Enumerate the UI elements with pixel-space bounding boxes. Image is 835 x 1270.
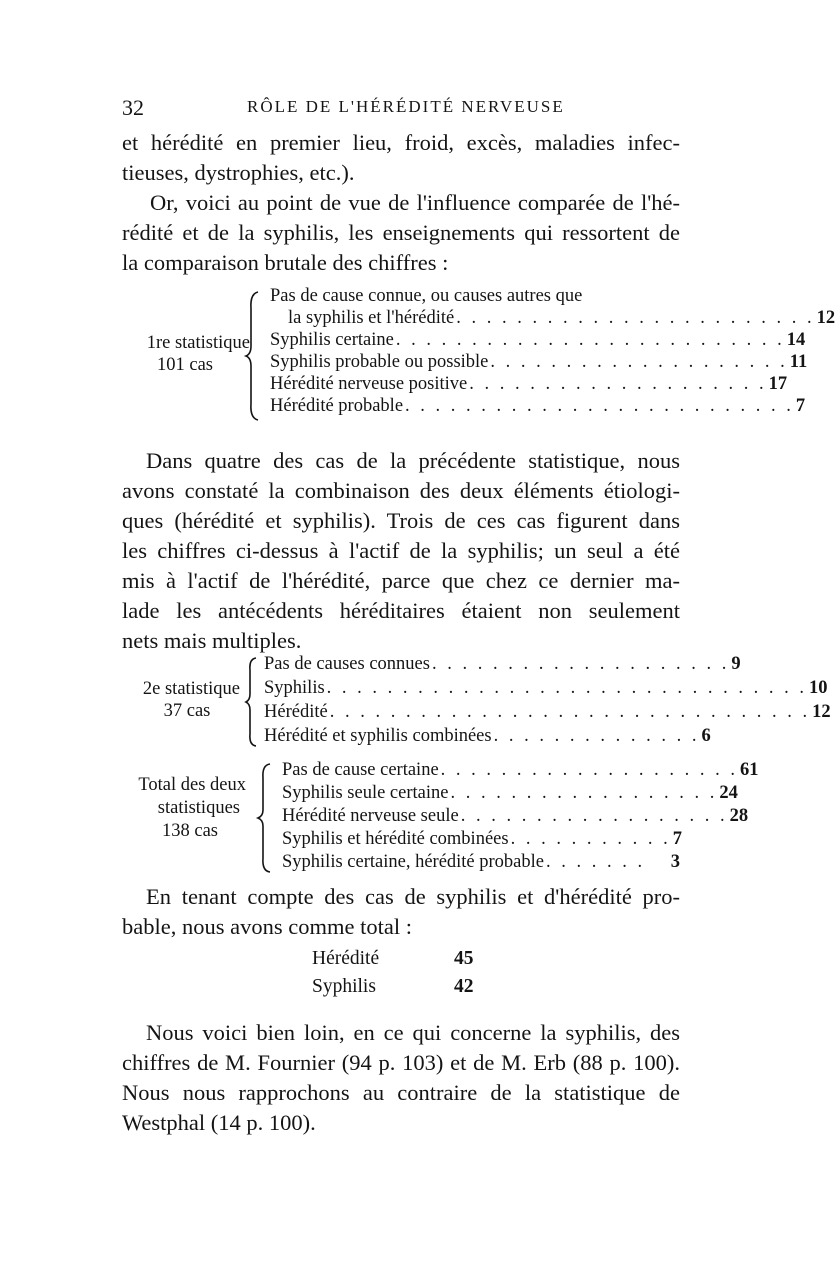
text-line: les chiffres ci-dessus à l'actif de la syphilis; un seul a été xyxy=(122,538,680,563)
statistic-1-count: 101 cas xyxy=(157,355,213,375)
stat-row-label: Pas de causes connues xyxy=(264,654,430,674)
statistic-1-label xyxy=(100,332,250,376)
text-line: Nous nous rapprochons au contraire de la statistique de xyxy=(122,1080,680,1105)
stat-row-value: 17 xyxy=(768,374,788,394)
stat-row: Syphilis seule certaine . . . . . . . . . . . . . . . . . . 24 xyxy=(282,783,738,803)
stat-row xyxy=(270,286,680,308)
brace-icon xyxy=(244,656,262,748)
intro-paragraph xyxy=(122,128,680,278)
statistic-total-title: Total des deux xyxy=(138,775,246,795)
total-row xyxy=(312,948,474,974)
stat-row-label: Hérédité nerveuse seule xyxy=(282,806,459,826)
stat-row-value: 3 xyxy=(670,852,680,872)
statistic-total-label xyxy=(104,774,246,843)
stat-row-value: 9 xyxy=(731,654,741,674)
stat-row: Hérédité probable . . . . . . . . . . . . . . . . . . . . . . . . . . 7 xyxy=(270,396,806,416)
statistic-total-subtitle: statistiques xyxy=(157,798,240,818)
totals-list xyxy=(312,948,512,1004)
statistic-1-rows xyxy=(270,286,835,426)
stat-row-value: 12 xyxy=(812,702,831,722)
statistic-1-title: 1re statistique xyxy=(146,333,250,353)
text-line: Nous voici bien loin, en ce qui concerne la syphilis, des xyxy=(146,1020,680,1045)
stat-row-label: la syphilis et l'hérédité xyxy=(288,308,455,328)
brace-icon xyxy=(244,290,266,422)
stat-row-value: 7 xyxy=(795,396,806,416)
statistic-2 xyxy=(0,654,831,750)
stat-row-label: Hérédité nerveuse positive xyxy=(270,374,468,394)
total-row xyxy=(312,976,474,1002)
total-row-label: Hérédité xyxy=(312,948,380,969)
text-line: En tenant compte des cas de syphilis et d'hérédité pro- xyxy=(146,884,680,909)
stat-row-value: 11 xyxy=(789,352,808,372)
text-line: mis à l'actif de l'hérédité, parce que chez ce dernier ma- xyxy=(122,568,680,593)
closing-paragraph-1 xyxy=(122,882,680,942)
stat-row-label: Pas de cause certaine xyxy=(282,760,439,780)
statistic-1 xyxy=(0,286,835,426)
stat-row-label: Syphilis certaine xyxy=(270,330,394,350)
total-row-value: 42 xyxy=(454,976,474,997)
stat-row-value: 28 xyxy=(729,806,749,826)
page-number: 32 xyxy=(122,95,144,120)
stat-row-label: Syphilis certaine, hérédité probable xyxy=(282,852,544,872)
stat-row: Syphilis certaine . . . . . . . . . . . . . . . . . . . . . . . . . . 14 xyxy=(270,330,806,350)
stat-row: la syphilis et l'hérédité . . . . . . . . . . . . . . . . . . . . . . . . 12 xyxy=(288,308,835,328)
stat-row-value: 12 xyxy=(816,308,835,328)
stat-row: Hérédité et syphilis combinées . . . . . . . . . . . . . . 6 xyxy=(264,726,711,746)
stat-row: Syphilis certaine, hérédité probable . . . . . . . 3 xyxy=(282,852,680,872)
text-line: chiffres de M. Fournier (94 p. 103) et de M. Erb (88 p. 100). xyxy=(122,1050,680,1075)
text-line: nets mais multiples. xyxy=(122,628,302,653)
page-header xyxy=(122,95,682,125)
total-row-label: Syphilis xyxy=(312,976,376,997)
stat-row-label: Syphilis probable ou possible xyxy=(270,352,489,372)
text-line: la comparaison brutale des chiffres : xyxy=(122,250,449,275)
statistic-total-rows xyxy=(282,760,759,876)
stat-row: Syphilis et hérédité combinées . . . . . . . . . . . 7 xyxy=(282,829,682,849)
stat-row-label: Syphilis et hérédité combinées xyxy=(282,829,509,849)
text-line: et hérédité en premier lieu, froid, excès, maladies infec- xyxy=(122,130,680,155)
statistic-2-label xyxy=(100,678,240,722)
statistic-2-count: 37 cas xyxy=(163,701,211,721)
statistic-2-rows xyxy=(264,654,831,750)
brace-icon xyxy=(256,762,276,874)
stat-row-label: Syphilis seule certaine xyxy=(282,783,449,803)
stat-row: Pas de causes connues . . . . . . . . . . . . . . . . . . . . 9 xyxy=(264,654,741,674)
text-line: Or, voici au point de vue de l'influence comparée de l'hé- xyxy=(150,190,680,215)
stat-row-value: 14 xyxy=(786,330,806,350)
stat-row: Hérédité . . . . . . . . . . . . . . . . . . . . . . . . . . . . . . . . 12 xyxy=(264,702,831,722)
stat-row-value: 6 xyxy=(701,726,711,746)
statistic-total-count: 138 cas xyxy=(162,821,218,841)
text-line: tieuses, dystrophies, etc.). xyxy=(122,160,355,185)
middle-paragraph xyxy=(122,446,680,656)
stat-row-label: Hérédité probable xyxy=(270,396,404,416)
stat-row: Hérédité nerveuse positive . . . . . . . . . . . . . . . . . . . . 17 xyxy=(270,374,788,394)
text-line: Westphal (14 p. 100). xyxy=(122,1110,316,1135)
statistic-2-title: 2e statistique xyxy=(142,679,240,699)
stat-row: Hérédité nerveuse seule . . . . . . . . . . . . . . . . . . 28 xyxy=(282,806,749,826)
stat-row-label: Hérédité xyxy=(264,702,328,722)
stat-row-value: 61 xyxy=(740,760,759,780)
text-line: rédité et de la syphilis, les enseignements qui ressortent de xyxy=(122,220,680,245)
text-line: lade les antécédents héréditaires étaient non seulement xyxy=(122,598,680,623)
closing-paragraph-2 xyxy=(122,1018,680,1138)
stat-row: Syphilis probable ou possible . . . . . . . . . . . . . . . . . . . . 11 xyxy=(270,352,808,372)
stat-row-label: Syphilis xyxy=(264,678,325,698)
text-line: avons constaté la combinaison des deux éléments étiologi- xyxy=(122,478,680,503)
stat-row-label: Pas de cause connue, ou causes autres que xyxy=(270,286,583,306)
text-line: Dans quatre des cas de la précédente statistique, nous xyxy=(146,448,680,473)
stat-row-value: 24 xyxy=(719,783,738,803)
stat-row-value: 10 xyxy=(809,678,828,698)
statistic-total xyxy=(0,760,800,876)
stat-row-label: Hérédité et syphilis combinées xyxy=(264,726,492,746)
text-line: ques (hérédité et syphilis). Trois de ces cas figurent dans xyxy=(122,508,680,533)
stat-row-value: 7 xyxy=(672,829,682,849)
text-line: bable, nous avons comme total : xyxy=(122,914,412,939)
stat-row: Syphilis . . . . . . . . . . . . . . . . . . . . . . . . . . . . . . . . 10 xyxy=(264,678,828,698)
running-title: RÔLE DE L'HÉRÉDITÉ NERVEUSE xyxy=(247,97,565,116)
stat-row: Pas de cause certaine . . . . . . . . . . . . . . . . . . . . 61 xyxy=(282,760,759,780)
total-row-value: 45 xyxy=(454,948,474,969)
